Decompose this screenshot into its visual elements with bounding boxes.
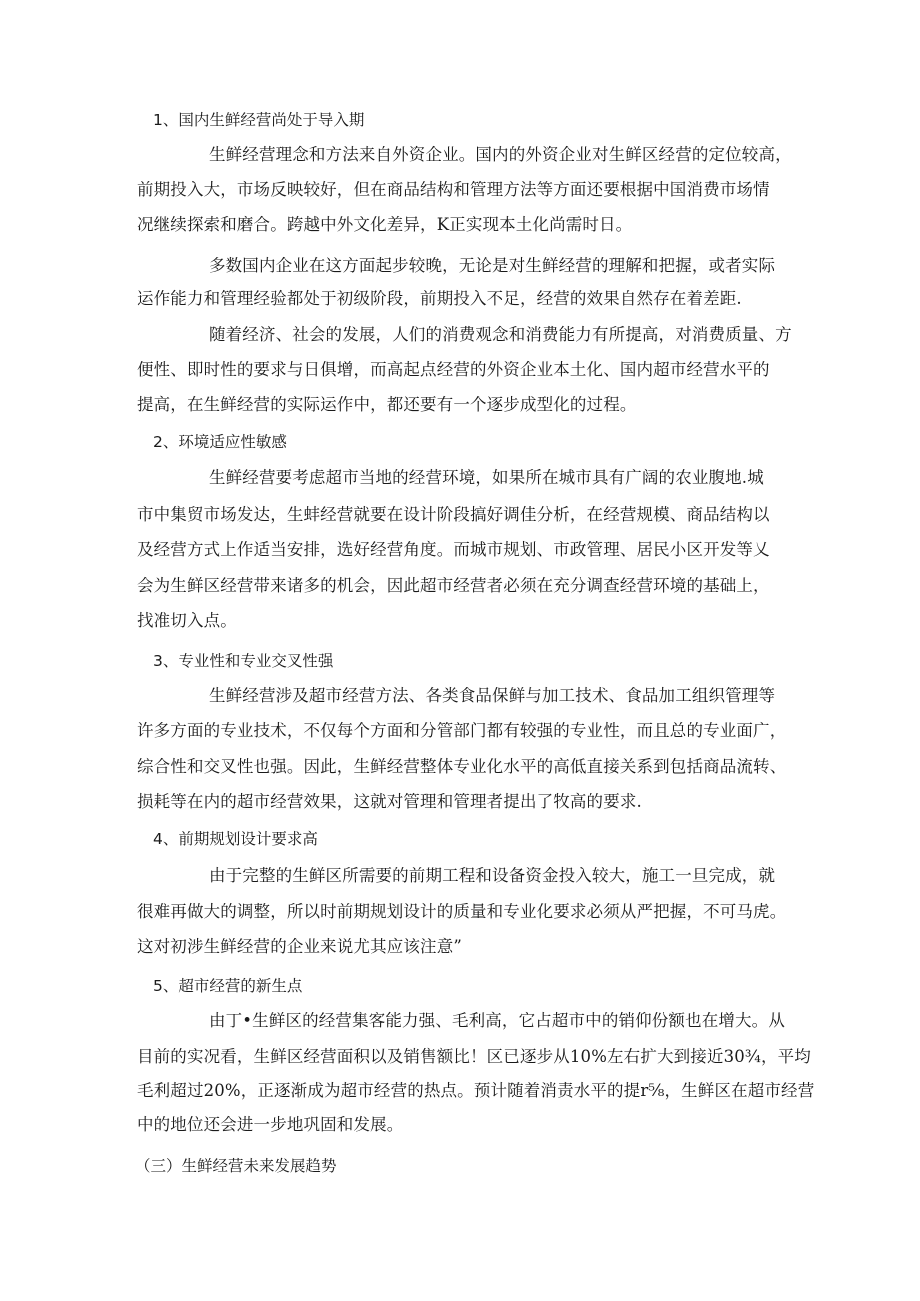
heading-1: 1、国内生鲜经营尚处于导入期 (153, 111, 365, 129)
heading-5: 5、超市经营的新生点 (153, 977, 303, 995)
heading-2: 2、环境适应性敏感 (153, 433, 287, 451)
paragraph-line: 及经营方式上作适当安排，选好经营角度。而城市规划、市政管理、居民小区开发等乂 (137, 540, 770, 559)
paragraph-line: 运作能力和管理经验都处于初级阶段，前期投入不足，经营的效果自然存在着差距. (137, 289, 742, 308)
paragraph-line: 生鲜经营涉及超市经营方法、各类食品保鲜与加工技术、食品加工组织管理等 (209, 686, 776, 705)
heading-4: 4、前期规划设计要求高 (153, 830, 318, 848)
paragraph-line: 这对初涉生鲜经营的企业来说尤其应该注意” (137, 937, 462, 956)
paragraph-line: 目前的实况看，生鲜区经营面积以及销售额比！区已逐步从10%左右扩大到接近30¾，平均 (137, 1047, 811, 1066)
paragraph-line: 由丁•生鲜区的经营集客能力强、毛利高，它占超市中的销仰份额也在增大。从 (209, 1011, 785, 1030)
paragraph-line: 前期投入大，市场反映较好，但在商品结构和管理方法等方面还要根据中国消费市场情 (137, 180, 770, 199)
paragraph-line: 随着经济、社会的发展，人们的消费观念和消费能力有所提高，对消费质量、方 (209, 325, 792, 344)
paragraph-line: 由于完整的生鲜区所需要的前期工程和设备资金投入较大，施工一旦完成，就 (209, 866, 776, 885)
paragraph-line: 很难再做大的调整，所以时前期规划设计的质量和专业化要求必须从严把握，不可马虎。 (137, 902, 787, 921)
paragraph-line: 中的地位还会进一步地巩固和发展。 (137, 1115, 404, 1134)
paragraph-line: 多数国内企业在这方面起步较晚，无论是对生鲜经营的理解和把握，或者实际 (209, 256, 776, 275)
paragraph-line: 生鲜经营要考虑超市当地的经营环境，如果所在城市具有广阔的农业腹地.城 (209, 468, 764, 487)
paragraph-line: 便性、即时性的要求与日俱增，而高起点经营的外资企业本土化、国内超市经营水平的 (137, 360, 770, 379)
section-heading: （三）生鲜经营未来发展趋势 (135, 1157, 337, 1175)
heading-3: 3、专业性和专业交叉性强 (153, 652, 334, 670)
paragraph-line: 综合性和交叉性也强。因此，生鲜经营整体专业化水平的高低直接关系到包括商品流转、 (137, 757, 787, 776)
paragraph-line: 况继续探索和磨合。跨越中外文化差异，K正实现本土化尚需时日。 (137, 215, 633, 234)
paragraph-line: 找准切入点。 (137, 611, 237, 630)
paragraph-line: 许多方面的专业技术，不仅每个方面和分管部门都有较强的专业性，而且总的专业面广， (137, 721, 787, 740)
paragraph-line: 会为生鲜区经营带来诸多的机会，因此超市经营者必须在充分调查经营环境的基础上， (137, 576, 770, 595)
paragraph-line: 市中集贸市场发达，生蚌经营就要在设计阶段搞好调佳分析，在经营规模、商品结构以 (137, 505, 770, 524)
paragraph-line: 生鲜经营理念和方法来自外资企业。国内的外资企业对生鲜区经营的定位较高， (209, 145, 792, 164)
paragraph-line: 损耗等在内的超市经营效果，这就对管理和管理者提出了牧高的要求. (137, 792, 642, 811)
paragraph-line: 毛利超过20%，正逐渐成为超市经营的热点。预计随着消责水平的提r⅝，生鲜区在超市经营 (137, 1081, 815, 1100)
paragraph-line: 提高，在生鲜经营的实际运作中，都还要有一个逐步成型化的过程。 (137, 395, 637, 414)
